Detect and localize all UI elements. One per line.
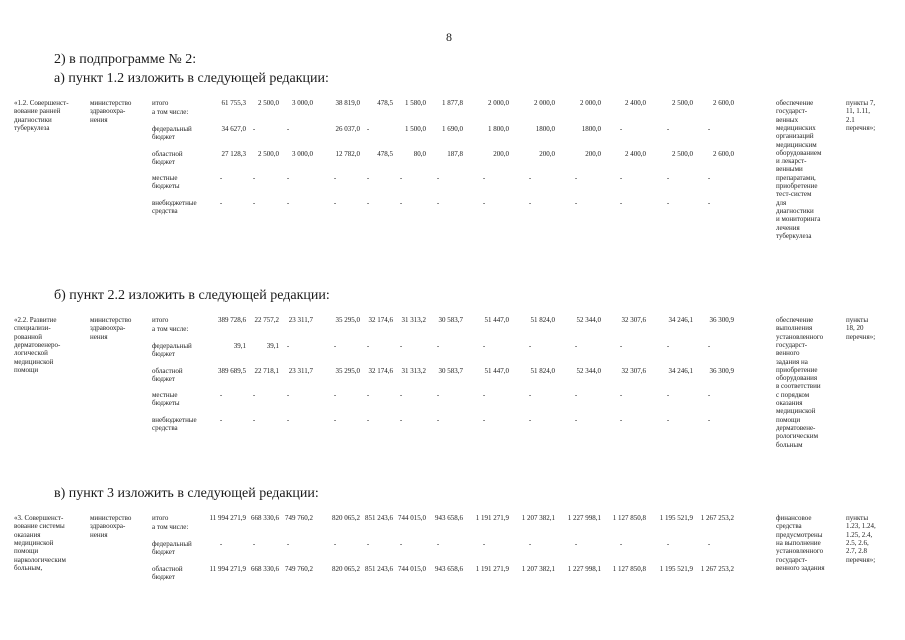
- table-cell-value: -: [366, 199, 370, 207]
- table-cell-value: 32 174,6: [368, 316, 393, 324]
- indicator-reference-line: 2.5, 2.6,: [846, 538, 869, 547]
- indicator-reference-line: 18, 20: [846, 324, 864, 333]
- table-cell-value: -: [366, 391, 370, 399]
- table-cell-value: -: [219, 540, 223, 548]
- table-cell-value: -: [666, 391, 670, 399]
- table-cell-value: 52 344,0: [576, 367, 601, 375]
- table-cell-value: -: [707, 416, 711, 424]
- table-cell-value: -: [482, 174, 486, 182]
- table-cell-value: 36 300,9: [709, 316, 734, 324]
- measure-name-line: оказания: [14, 530, 41, 539]
- expected-result-line: оказания: [776, 399, 803, 407]
- table-cell-value: 2 400,0: [625, 150, 646, 158]
- expected-result-line: государст-: [776, 555, 808, 564]
- expected-result-line: рологическим: [776, 432, 819, 441]
- table-cell-value: -: [436, 540, 440, 548]
- table-cell-value: -: [528, 416, 532, 424]
- table-cell-value: -: [252, 199, 256, 207]
- funding-source-label: областной: [152, 565, 183, 573]
- expected-result-line: предусмотрены: [776, 530, 823, 539]
- measure-name-line: помощи: [14, 547, 39, 556]
- expected-result-line: тест-систем: [776, 190, 812, 199]
- table-cell-value: -: [436, 174, 440, 182]
- expected-result-line: приобретение: [776, 182, 818, 190]
- table-cell-value: 39,1: [266, 342, 279, 350]
- table-cell-value: 389 728,6: [218, 316, 246, 324]
- table-cell-value: 851 243,6: [365, 514, 393, 522]
- expected-result-line: диагностики: [776, 206, 814, 215]
- table-cell-value: -: [286, 342, 290, 350]
- table-cell-value: 744 015,0: [398, 565, 426, 573]
- table-cell-value: 1 690,0: [442, 125, 463, 133]
- expected-result-line: лечения: [776, 223, 800, 232]
- measure-name-line: наркологическим: [14, 555, 66, 564]
- table-cell-value: -: [619, 125, 623, 133]
- expected-result-line: венного задания: [776, 563, 825, 572]
- measure-name-line: рованной: [14, 332, 43, 341]
- indicator-reference-line: пункты: [846, 316, 869, 324]
- expected-result-line: венного: [776, 349, 800, 358]
- table-cell-value: 744 015,0: [398, 514, 426, 522]
- table-cell-value: -: [366, 125, 370, 133]
- table-cell-value: -: [528, 199, 532, 207]
- table-cell-value: 389 689,5: [218, 367, 246, 375]
- funding-source-label: итого: [152, 316, 169, 324]
- table-cell-value: 2 600,0: [713, 150, 734, 158]
- table-cell-value: 3 000,0: [292, 150, 313, 158]
- measure-name-line: помощи: [14, 365, 39, 374]
- table-cell-value: -: [574, 174, 578, 182]
- expected-result-line: в соответствии: [776, 382, 821, 391]
- expected-result-line: установленного: [776, 332, 824, 341]
- table-cell-value: 51 447,0: [484, 367, 509, 375]
- executor-line: здравоохра-: [90, 107, 126, 116]
- table-cell-value: 749 760,2: [285, 514, 313, 522]
- table-cell-value: 1 195 521,9: [659, 514, 693, 522]
- table-cell-value: -: [286, 199, 290, 207]
- expected-result-line: препаратами,: [776, 173, 816, 182]
- table-cell-value: 1 191 271,9: [475, 514, 509, 522]
- table-cell-value: 820 065,2: [332, 565, 360, 573]
- table-cell-value: -: [399, 199, 403, 207]
- table-cell-value: 61 755,3: [221, 99, 246, 107]
- expected-result-line: государст-: [776, 107, 808, 116]
- table-cell-value: -: [707, 391, 711, 399]
- table-cell-value: 1800,0: [581, 125, 601, 133]
- expected-result-line: с порядком: [776, 390, 810, 399]
- table-cell-value: -: [366, 540, 370, 548]
- table-cell-value: 1 195 521,9: [659, 565, 693, 573]
- table-cell-value: -: [436, 416, 440, 424]
- measure-name-line: дерматовенеро-: [14, 340, 61, 349]
- measure-name-line: диагностики: [14, 115, 52, 124]
- table-cell-value: 51 447,0: [484, 316, 509, 324]
- table-cell-value: 38 819,0: [335, 99, 360, 107]
- table-cell-value: -: [219, 416, 223, 424]
- table-cell-value: -: [482, 391, 486, 399]
- table-cell-value: 200,0: [585, 150, 601, 158]
- table-cell-value: -: [436, 342, 440, 350]
- table-cell-value: 668 330,6: [251, 514, 279, 522]
- funding-source-label: федеральный: [152, 540, 192, 548]
- table-cell-value: 22 757,2: [254, 316, 279, 324]
- table-cell-value: -: [707, 540, 711, 548]
- table-cell-value: -: [528, 391, 532, 399]
- table-cell-value: 943 658,6: [435, 514, 463, 522]
- table-cell-value: -: [574, 416, 578, 424]
- funding-source-label: итого: [152, 514, 169, 522]
- funding-source-label: бюджеты: [152, 182, 180, 191]
- table-cell-value: -: [666, 174, 670, 182]
- expected-result-line: выполнения: [776, 324, 813, 333]
- expected-result-line: на выполнение: [776, 538, 821, 547]
- table-cell-value: -: [286, 416, 290, 424]
- measure-name-line: медицинской: [14, 357, 54, 366]
- table-cell-value: -: [619, 416, 623, 424]
- table-cell-value: -: [436, 391, 440, 399]
- indicator-reference-line: пункты: [846, 514, 869, 522]
- funding-source-label: средства: [152, 424, 178, 433]
- measure-name-line: туберкулеза: [14, 123, 50, 132]
- funding-source-label: местные: [152, 174, 178, 182]
- table-cell-value: -: [399, 174, 403, 182]
- funding-source-label: местные: [152, 391, 178, 399]
- table-cell-value: 23 311,7: [288, 316, 313, 324]
- table-cell-value: -: [619, 342, 623, 350]
- table-cell-value: 749 760,2: [285, 565, 313, 573]
- table-cell-value: -: [252, 416, 256, 424]
- table-cell-value: -: [252, 391, 256, 399]
- table-cell-value: 1 227 998,1: [567, 514, 601, 522]
- table-cell-value: 2 000,0: [580, 99, 601, 107]
- indicator-reference-line: 2.1: [846, 115, 855, 124]
- expected-result-line: и лекарст-: [776, 157, 807, 166]
- table-cell-value: 478,5: [377, 150, 393, 158]
- indicator-reference-line: 2.7, 2.8: [846, 547, 867, 556]
- table-cell-value: -: [286, 174, 290, 182]
- table-cell-value: -: [528, 174, 532, 182]
- table-cell-value: 51 824,0: [530, 367, 555, 375]
- funding-source-label: бюджет: [152, 350, 175, 359]
- table-cell-value: -: [482, 416, 486, 424]
- table-cell-value: 34 246,1: [668, 316, 693, 324]
- funding-source-label: средства: [152, 207, 178, 216]
- executor-line: здравоохра-: [90, 324, 126, 333]
- heading-item-b: б) пункт 2.2 изложить в следующей редакции:: [54, 288, 330, 303]
- page-number: 8: [446, 30, 452, 44]
- table-cell-value: 1 877,8: [442, 99, 463, 107]
- funding-source-label: бюджет: [152, 158, 175, 167]
- expected-result-line: дерматовене-: [776, 423, 816, 432]
- table-cell-value: -: [482, 540, 486, 548]
- table-cell-value: 478,5: [377, 99, 393, 107]
- expected-result-line: установленного: [776, 547, 824, 556]
- table-cell-value: 35 295,0: [335, 316, 360, 324]
- expected-result-line: медицинских: [776, 123, 816, 132]
- table-cell-value: 32 174,6: [368, 367, 393, 375]
- funding-source-label: а том числе:: [152, 108, 189, 116]
- expected-result-line: обеспечение: [776, 99, 814, 107]
- table-cell-value: -: [666, 199, 670, 207]
- table-cell-value: -: [574, 540, 578, 548]
- table-cell-value: 22 718,1: [254, 367, 279, 375]
- executor-line: министерство: [90, 316, 132, 324]
- table-cell-value: -: [333, 540, 337, 548]
- indicator-reference-line: 1.25, 2.4,: [846, 530, 873, 539]
- table-cell-value: 39,1: [233, 342, 246, 350]
- table-cell-value: -: [436, 199, 440, 207]
- table-cell-value: 943 658,6: [435, 565, 463, 573]
- table-cell-value: 30 583,7: [438, 367, 463, 375]
- table-cell-value: 200,0: [493, 150, 509, 158]
- expected-result-line: медицинским: [776, 140, 817, 149]
- heading-subprogram: 2) в подпрограмме № 2:: [54, 52, 197, 67]
- heading-item-c: в) пункт 3 изложить в следующей редакции:: [54, 486, 319, 501]
- table-cell-value: 1800,0: [535, 125, 555, 133]
- funding-source-label: федеральный: [152, 342, 192, 350]
- measure-name-line: вование системы: [14, 522, 65, 531]
- executor-line: нения: [90, 530, 108, 539]
- table-cell-value: -: [399, 342, 403, 350]
- expected-result-line: оборудованием: [776, 148, 822, 157]
- table-cell-value: -: [333, 174, 337, 182]
- table-cell-value: -: [333, 342, 337, 350]
- table-cell-value: 187,8: [447, 150, 463, 158]
- table-cell-value: -: [333, 391, 337, 399]
- expected-result-line: организаций: [776, 132, 814, 141]
- table-cell-value: 80,0: [413, 150, 426, 158]
- table-cell-value: 2 400,0: [625, 99, 646, 107]
- table-cell-value: 2 500,0: [672, 150, 693, 158]
- table-cell-value: 1 267 253,2: [700, 565, 734, 573]
- table-cell-value: 34 246,1: [668, 367, 693, 375]
- expected-result-line: помощи: [776, 415, 801, 424]
- table-cell-value: -: [399, 416, 403, 424]
- table-cell-value: 851 243,6: [365, 565, 393, 573]
- funding-source-label: федеральный: [152, 125, 192, 133]
- table-cell-value: 820 065,2: [332, 514, 360, 522]
- expected-result-line: финансовое: [776, 514, 812, 522]
- table-cell-value: 31 313,2: [401, 316, 426, 324]
- funding-source-label: областной: [152, 150, 183, 158]
- table-cell-value: -: [666, 540, 670, 548]
- funding-source-label: а том числе:: [152, 325, 189, 333]
- table-cell-value: 1 227 998,1: [567, 565, 601, 573]
- table-cell-value: 31 313,2: [401, 367, 426, 375]
- table-cell-value: -: [666, 125, 670, 133]
- table-cell-value: 27 128,3: [221, 150, 246, 158]
- measure-name-line: больным,: [14, 563, 43, 572]
- table-cell-value: -: [333, 416, 337, 424]
- indicator-reference-line: перечня»;: [846, 123, 876, 132]
- table-cell-value: 32 307,6: [621, 316, 646, 324]
- table-cell-value: -: [366, 416, 370, 424]
- table-cell-value: -: [286, 391, 290, 399]
- table-cell-value: 1 127 850,8: [612, 514, 646, 522]
- table-cell-value: 1 207 382,1: [521, 565, 555, 573]
- table-cell-value: -: [707, 125, 711, 133]
- table-cell-value: 1 191 271,9: [475, 565, 509, 573]
- table-cell-value: -: [574, 342, 578, 350]
- table-cell-value: 23 311,7: [288, 367, 313, 375]
- expected-result-line: обеспечение: [776, 316, 814, 324]
- table-cell-value: -: [219, 199, 223, 207]
- funding-source-label: внебюджетные: [152, 199, 197, 207]
- table-cell-value: 1 207 382,1: [521, 514, 555, 522]
- measure-name-line: «1.2. Совершенст-: [14, 99, 69, 107]
- measure-name-line: логической: [14, 349, 48, 358]
- table-cell-value: -: [619, 540, 623, 548]
- table-cell-value: 1 800,0: [488, 125, 509, 133]
- funding-source-label: бюджет: [152, 133, 175, 142]
- expected-result-line: больным: [776, 440, 803, 449]
- table-cell-value: 200,0: [539, 150, 555, 158]
- measure-name-line: «2.2. Развитие: [14, 316, 57, 324]
- funding-source-label: бюджет: [152, 548, 175, 557]
- table-cell-value: -: [219, 391, 223, 399]
- table-cell-value: 12 782,0: [335, 150, 360, 158]
- table-cell-value: 2 500,0: [258, 150, 279, 158]
- table-cell-value: 1 267 253,2: [700, 514, 734, 522]
- table-cell-value: 3 000,0: [292, 99, 313, 107]
- table-cell-value: -: [619, 174, 623, 182]
- expected-result-line: оборудования: [776, 374, 818, 383]
- table-cell-value: 34 627,0: [221, 125, 246, 133]
- table-cell-value: 2 600,0: [713, 99, 734, 107]
- executor-line: нения: [90, 115, 108, 124]
- table-cell-value: 1 500,0: [405, 125, 426, 133]
- table-cell-value: -: [482, 342, 486, 350]
- funding-source-label: областной: [152, 367, 183, 375]
- expected-result-line: государст-: [776, 340, 808, 349]
- table-cell-value: 11 994 271,9: [209, 565, 246, 573]
- table-cell-value: 2 000,0: [488, 99, 509, 107]
- table-cell-value: -: [482, 199, 486, 207]
- table-cell-value: -: [219, 174, 223, 182]
- funding-source-label: бюджеты: [152, 399, 180, 408]
- table-cell-value: -: [666, 416, 670, 424]
- table-cell-value: -: [528, 342, 532, 350]
- table-cell-value: 26 037,0: [335, 125, 360, 133]
- table-cell-value: -: [366, 342, 370, 350]
- table-cell-value: 11 994 271,9: [209, 514, 246, 522]
- table-cell-value: -: [707, 342, 711, 350]
- table-cell-value: -: [252, 125, 256, 133]
- heading-item-a: а) пункт 1.2 изложить в следующей редакции:: [54, 71, 329, 86]
- table-cell-value: 36 300,9: [709, 367, 734, 375]
- funding-source-label: итого: [152, 99, 169, 107]
- table-cell-value: -: [333, 199, 337, 207]
- funding-source-label: а том числе:: [152, 523, 189, 531]
- table-cell-value: -: [252, 174, 256, 182]
- executor-line: здравоохра-: [90, 522, 126, 531]
- table-cell-value: -: [399, 540, 403, 548]
- measure-name-line: специализи-: [14, 324, 51, 333]
- table-cell-value: 51 824,0: [530, 316, 555, 324]
- measure-name-line: «3. Совершенст-: [14, 514, 64, 522]
- table-cell-value: 2 500,0: [258, 99, 279, 107]
- table-cell-value: -: [707, 174, 711, 182]
- table-cell-value: -: [707, 199, 711, 207]
- table-cell-value: 32 307,6: [621, 367, 646, 375]
- table-cell-value: -: [366, 174, 370, 182]
- table-cell-value: -: [286, 125, 290, 133]
- indicator-reference-line: пункты 7,: [846, 99, 876, 107]
- table-cell-value: 2 500,0: [672, 99, 693, 107]
- executor-line: министерство: [90, 514, 132, 522]
- table-cell-value: -: [619, 199, 623, 207]
- expected-result-line: для: [776, 198, 787, 207]
- funding-source-label: внебюджетные: [152, 416, 197, 424]
- table-cell-value: 35 295,0: [335, 367, 360, 375]
- table-cell-value: -: [666, 342, 670, 350]
- executor-line: министерство: [90, 99, 132, 107]
- indicator-reference-line: 1.23, 1.24,: [846, 522, 876, 531]
- executor-line: нения: [90, 332, 108, 341]
- indicator-reference-line: 11, 1.11,: [846, 107, 870, 116]
- expected-result-line: венных: [776, 115, 799, 124]
- expected-result-line: медицинской: [776, 407, 816, 416]
- table-cell-value: 1 127 850,8: [612, 565, 646, 573]
- indicator-reference-line: перечня»;: [846, 332, 876, 341]
- table-cell-value: 2 000,0: [534, 99, 555, 107]
- indicator-reference-line: перечня»;: [846, 555, 876, 564]
- measure-name-line: вование ранней: [14, 107, 61, 116]
- expected-result-line: и мониторинга: [776, 215, 821, 224]
- measure-name-line: медицинской: [14, 538, 54, 547]
- table-cell-value: -: [399, 391, 403, 399]
- table-cell-value: -: [252, 540, 256, 548]
- table-cell-value: -: [619, 391, 623, 399]
- table-cell-value: 30 583,7: [438, 316, 463, 324]
- table-cell-value: -: [528, 540, 532, 548]
- table-cell-value: 668 330,6: [251, 565, 279, 573]
- expected-result-line: задания на: [776, 357, 808, 366]
- funding-source-label: бюджет: [152, 573, 175, 582]
- expected-result-line: туберкулеза: [776, 231, 812, 240]
- table-cell-value: -: [574, 199, 578, 207]
- expected-result-line: средства: [776, 522, 802, 531]
- funding-source-label: бюджет: [152, 375, 175, 384]
- table-cell-value: -: [286, 540, 290, 548]
- table-cell-value: -: [574, 391, 578, 399]
- table-cell-value: 52 344,0: [576, 316, 601, 324]
- expected-result-line: приобретение: [776, 365, 818, 374]
- expected-result-line: венными: [776, 165, 803, 174]
- table-cell-value: 1 580,0: [405, 99, 426, 107]
